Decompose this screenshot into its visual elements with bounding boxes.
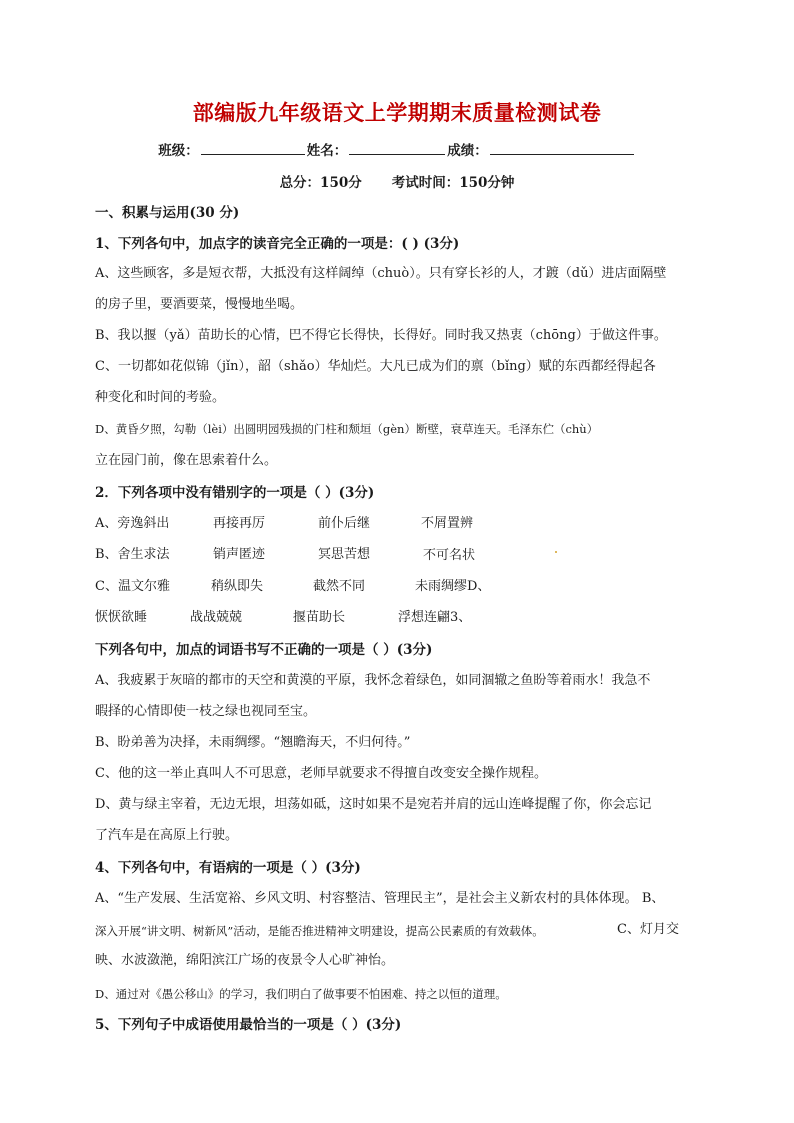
q3-stem: 下列各句中，加点的词语书写不正确的一项是（ ）(3分) bbox=[95, 642, 433, 658]
q1-option-d: D、黄昏夕照，勾勒（lèi）出圆明园残损的门柱和颓垣（gèn）断壁，衰草连天。毛泽东伫（chù） bbox=[95, 422, 599, 436]
q1-option-b: B、我以揠（yǎ）苗助长的心情，巴不得它长得快，长得好。同时我又热衷（chōng）于做这件事。 bbox=[95, 328, 667, 343]
class-label: 班级： bbox=[158, 143, 199, 159]
exam-time: 考试时间：150分钟 bbox=[391, 175, 515, 191]
q1-option-c-cont: 种变化和时间的考验。 bbox=[95, 390, 226, 405]
q2-cell: 揠苗助长 bbox=[293, 610, 346, 625]
student-info-line bbox=[0, 139, 794, 159]
exam-meta bbox=[0, 171, 794, 191]
q2-stem: 2．下列各项中没有错别字的一项是（ ）(3分) bbox=[95, 485, 375, 501]
q2-cell: 浮想连翩3、 bbox=[398, 610, 472, 625]
q2-cell: A、旁逸斜出 bbox=[95, 516, 170, 531]
q3-option-a-cont: 暇择的心情即使一枝之绿也视同至宝。 bbox=[95, 704, 317, 719]
score-label: 成绩： bbox=[447, 143, 488, 159]
q2-cell: 截然不同 bbox=[313, 579, 366, 594]
name-blank bbox=[349, 140, 445, 155]
score-blank bbox=[490, 140, 634, 155]
q1-option-d-cont: 立在园门前，像在思索着什么。 bbox=[95, 453, 278, 468]
q4-option-b: 深入开展“讲文明、树新风”活动，是能否推进精神文明建设，提高公民素质的有效载体。 bbox=[95, 924, 544, 938]
q2-cell: 稍纵即失 bbox=[211, 579, 264, 594]
page-title: 部编版九年级语文上学期期末质量检测试卷 bbox=[192, 100, 602, 125]
q2-cell: C、温文尔雅 bbox=[95, 579, 170, 594]
q1-option-a: A、这些顾客，多是短衣帮，大抵没有这样阔绰（chuò）。只有穿长衫的人，才踱（dǔ）进店面隔壁 bbox=[95, 266, 667, 281]
q2-cell: 前仆后继 bbox=[318, 516, 371, 531]
q2-cell: 恹恹欲睡 bbox=[95, 610, 148, 625]
q3-option-c: C、他的这一举止真叫人不可思意，老师早就要求不得擅自改变安全操作规程。 bbox=[95, 766, 547, 781]
q1-option-a-cont: 的房子里，要酒要菜，慢慢地坐喝。 bbox=[95, 297, 304, 312]
q3-option-b: B、盼弟善为决择，未雨绸缪。“翘瞻海天，不归何待。” bbox=[95, 735, 411, 750]
q4-option-c-cont: 映、水波潋滟，绵阳滨江广场的夜景令人心旷神怡。 bbox=[95, 953, 395, 968]
q4-stem: 4、下列各句中，有语病的一项是（ ）(3分) bbox=[95, 860, 361, 876]
q2-cell: 冥思苦想 bbox=[318, 547, 371, 562]
q2-cell: 不屑置辨 bbox=[421, 516, 474, 531]
q1-stem: 1、下列各句中，加点字的读音完全正确的一项是：( ) (3分) bbox=[95, 236, 460, 252]
q4-option-d: D、通过对《愚公移山》的学习，我们明白了做事要不怕困难、持之以恒的道理。 bbox=[95, 987, 507, 1001]
q2-cell: 战战兢兢 bbox=[190, 610, 243, 625]
q2-cell: 未雨绸缪D、 bbox=[415, 579, 491, 594]
q5-stem: 5、下列句子中成语使用最恰当的一项是（ ）(3分) bbox=[95, 1017, 402, 1033]
q2-cell: 销声匿迹 bbox=[213, 547, 266, 562]
q3-option-a: A、我疲累于灰暗的都市的天空和黄漠的平原，我怀念着绿色，如同涸辙之鱼盼等着雨水！我急不 bbox=[95, 673, 651, 688]
q2-cell: B、舍生求法 bbox=[95, 547, 170, 562]
q4-option-c-label: C、灯月交 bbox=[617, 922, 679, 937]
q4-option-a: A、“生产发展、生活宽裕、乡风文明、村容整洁、管理民主”，是社会主义新农村的具体体现。 B、 bbox=[95, 891, 665, 906]
q2-cell: 再接再厉 bbox=[213, 516, 266, 531]
class-blank bbox=[201, 140, 305, 155]
q3-option-d-cont: 了汽车是在高原上行驶。 bbox=[95, 828, 239, 843]
name-label: 姓名： bbox=[306, 143, 348, 159]
q2-cell: 不可名状 bbox=[423, 548, 476, 563]
total-score: 总分：150分 bbox=[279, 175, 362, 191]
scan-speck bbox=[555, 551, 557, 553]
q1-option-c: C、一切都如花似锦（jǐn），韶（shǎo）华灿烂。大凡已成为们的禀（bǐng）赋的东西都经得起各 bbox=[95, 359, 656, 374]
q3-option-d: D、黄与绿主宰着，无边无垠，坦荡如砥，这时如果不是宛若并肩的远山连峰提醒了你，你会忘记 bbox=[95, 797, 652, 812]
section-heading: 一、积累与运用(30 分) bbox=[95, 205, 240, 221]
